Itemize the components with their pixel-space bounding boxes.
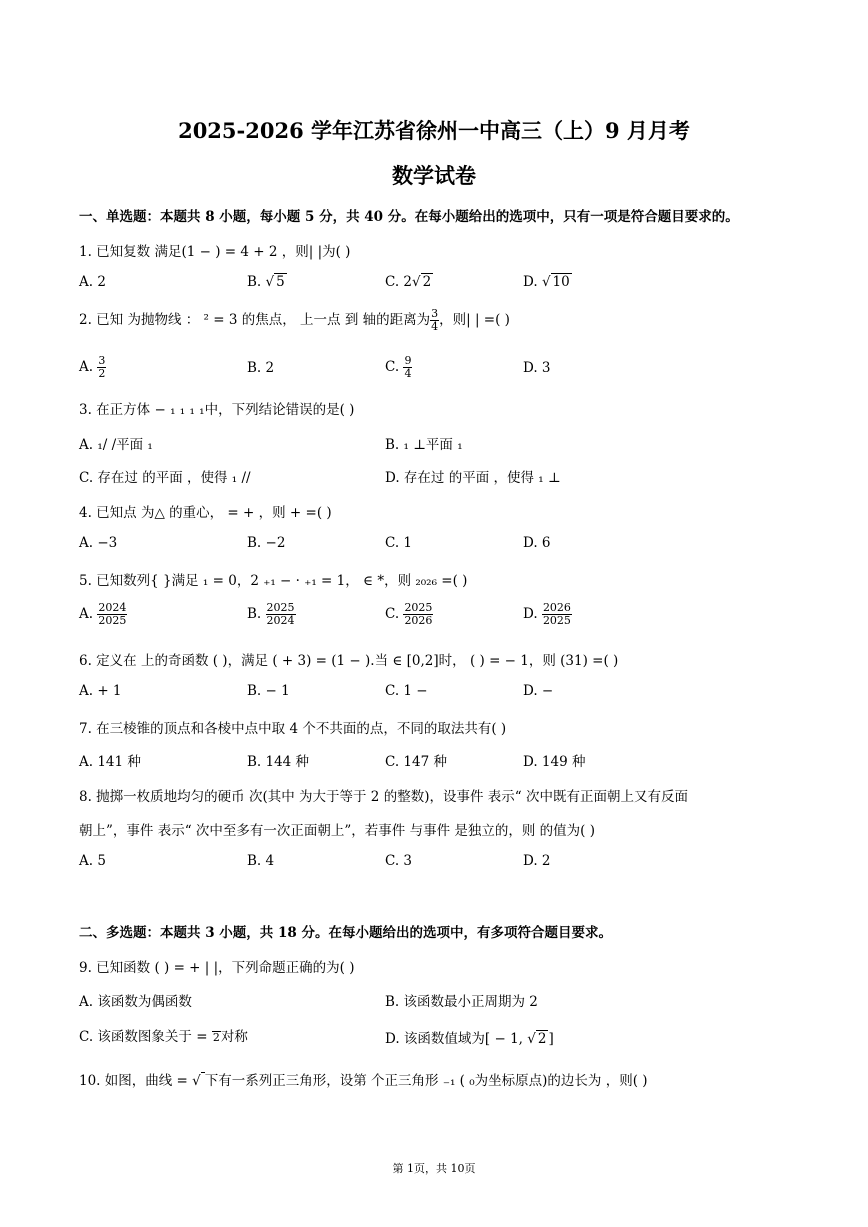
q4-option-b: B. −2	[247, 535, 286, 551]
question-2: 2. 已知 为抛物线 ： ² = 3 的焦点， 上一点 到 轴的距离为 $\frac{3}{4}$ ，则| | =( )	[79, 307, 510, 333]
q3-option-b: B. ₁ ⊥平面 ₁	[385, 437, 463, 453]
q1-option-c: C. 2√ 2	[385, 274, 432, 290]
q8-option-a: A. 5	[79, 853, 106, 869]
question-7: 7. 在三棱锥的顶点和各棱中点中取 4 个不共面的点，不同的取法共有( )	[79, 721, 507, 737]
q6-option-d: D. −	[523, 683, 554, 699]
q1-option-d: D. √ 10	[523, 274, 570, 290]
question-9: 9. 已知函数 ( ) = + | |，下列命题正确的为( )	[79, 960, 355, 976]
q5-option-d: D. $\frac{2026}{2025}$	[523, 601, 571, 627]
q3-option-c: C. 存在过 的平面 ，使得 ₁ //	[79, 470, 251, 486]
q2-option-b: B. 2	[247, 360, 275, 376]
q6-option-b: B. − 1	[247, 683, 290, 699]
q7-option-a: A. 141 种	[79, 754, 141, 770]
q6-option-c: C. 1 −	[385, 683, 428, 699]
q1-option-a: A. 2	[79, 274, 106, 290]
exam-subtitle: 数学试卷	[392, 163, 476, 188]
q9-option-a: A. 该函数为偶函数	[79, 994, 192, 1010]
q4-option-c: C. 1	[385, 535, 413, 551]
q2-option-c: C. $\frac{9}{4}$	[385, 354, 412, 380]
q8-option-b: B. 4	[247, 853, 275, 869]
q7-option-c: C. 147 种	[385, 754, 447, 770]
exam-title: 2025-2026 学年江苏省徐州一中高三（上）9 月月考	[178, 118, 690, 143]
q4-option-a: A. −3	[79, 535, 118, 551]
q3-option-a: A. ₁/ /平面 ₁	[79, 437, 153, 453]
q3-option-d: D. 存在过 的平面 ，使得 ₁ ⊥	[385, 470, 561, 486]
question-6: 6. 定义在 上的奇函数 ( )，满足 ( + 3) = (1 − ).当 ∈ [0,2]时， ( ) = − 1，则 (31) =( )	[79, 653, 619, 669]
q2-option-a: A. $\frac{3}{2}$	[79, 354, 106, 380]
question-3: 3. 在正方体 − ₁ ₁ ₁ ₁中，下列结论错误的是( )	[79, 402, 355, 418]
question-5: 5. 已知数列{ }满足 ₁ = 0，2 ₊₁ − · ₊₁ = 1， ∈ *，则 ₂₀₂₆ =( )	[79, 573, 468, 589]
q7-option-d: D. 149 种	[523, 754, 586, 770]
q8-option-d: D. 2	[523, 853, 551, 869]
question-8-line-2: 朝上”，事件 表示“ 次中至多有一次正面朝上”，若事件 与事件 是独立的，则 的值为( )	[79, 823, 595, 839]
q9-option-c: C. 该函数图象关于 = 2 对称	[79, 1029, 248, 1045]
q9-option-b: B. 该函数最小正周期为 2	[385, 994, 538, 1010]
q8-option-c: C. 3	[385, 853, 413, 869]
question-8-line-1: 8. 抛掷一枚质地均匀的硬币 次(其中 为大于等于 2 的整数)，设事件 表示“ 次中既有正面朝上又有反面	[79, 789, 688, 805]
q6-option-a: A. + 1	[79, 683, 122, 699]
q2-fraction: $\frac{3}{4}$	[431, 307, 439, 333]
page-footer: 第 1页，共 10页	[392, 1162, 476, 1175]
section-1-heading: 一、单选题：本题共 8 小题，每小题 5 分，共 40 分。在每小题给出的选项中，只有一项是符合题目要求的。	[79, 209, 739, 225]
q5-option-a: A. $\frac{2024}{2025}$	[79, 601, 127, 627]
q2-option-d: D. 3	[523, 360, 551, 376]
section-2-heading: 二、多选题：本题共 3 小题，共 18 分。在每小题给出的选项中，有多项符合题目要求。	[79, 925, 612, 941]
question-1: 1. 已知复数 满足(1 − ) = 4 + 2 ，则| |为( )	[79, 244, 351, 260]
q7-option-b: B. 144 种	[247, 754, 310, 770]
q5-option-b: B. $\frac{2025}{2024}$	[247, 601, 295, 627]
question-10: 10. 如图，曲线 = √ 下有一系列正三角形，设第 个正三角形 ₋₁ ( ₀为坐标原点)的边长为 ，则( )	[79, 1073, 648, 1089]
question-4: 4. 已知点 为△ 的重心， = + ，则 + =( )	[79, 505, 332, 521]
q4-option-d: D. 6	[523, 535, 551, 551]
q5-option-c: C. $\frac{2025}{2026}$	[385, 601, 433, 627]
q1-option-b: B. √ 5	[247, 274, 285, 290]
q9-option-d: D. 该函数值域为[ − 1, √ 2 ]	[385, 1031, 554, 1047]
